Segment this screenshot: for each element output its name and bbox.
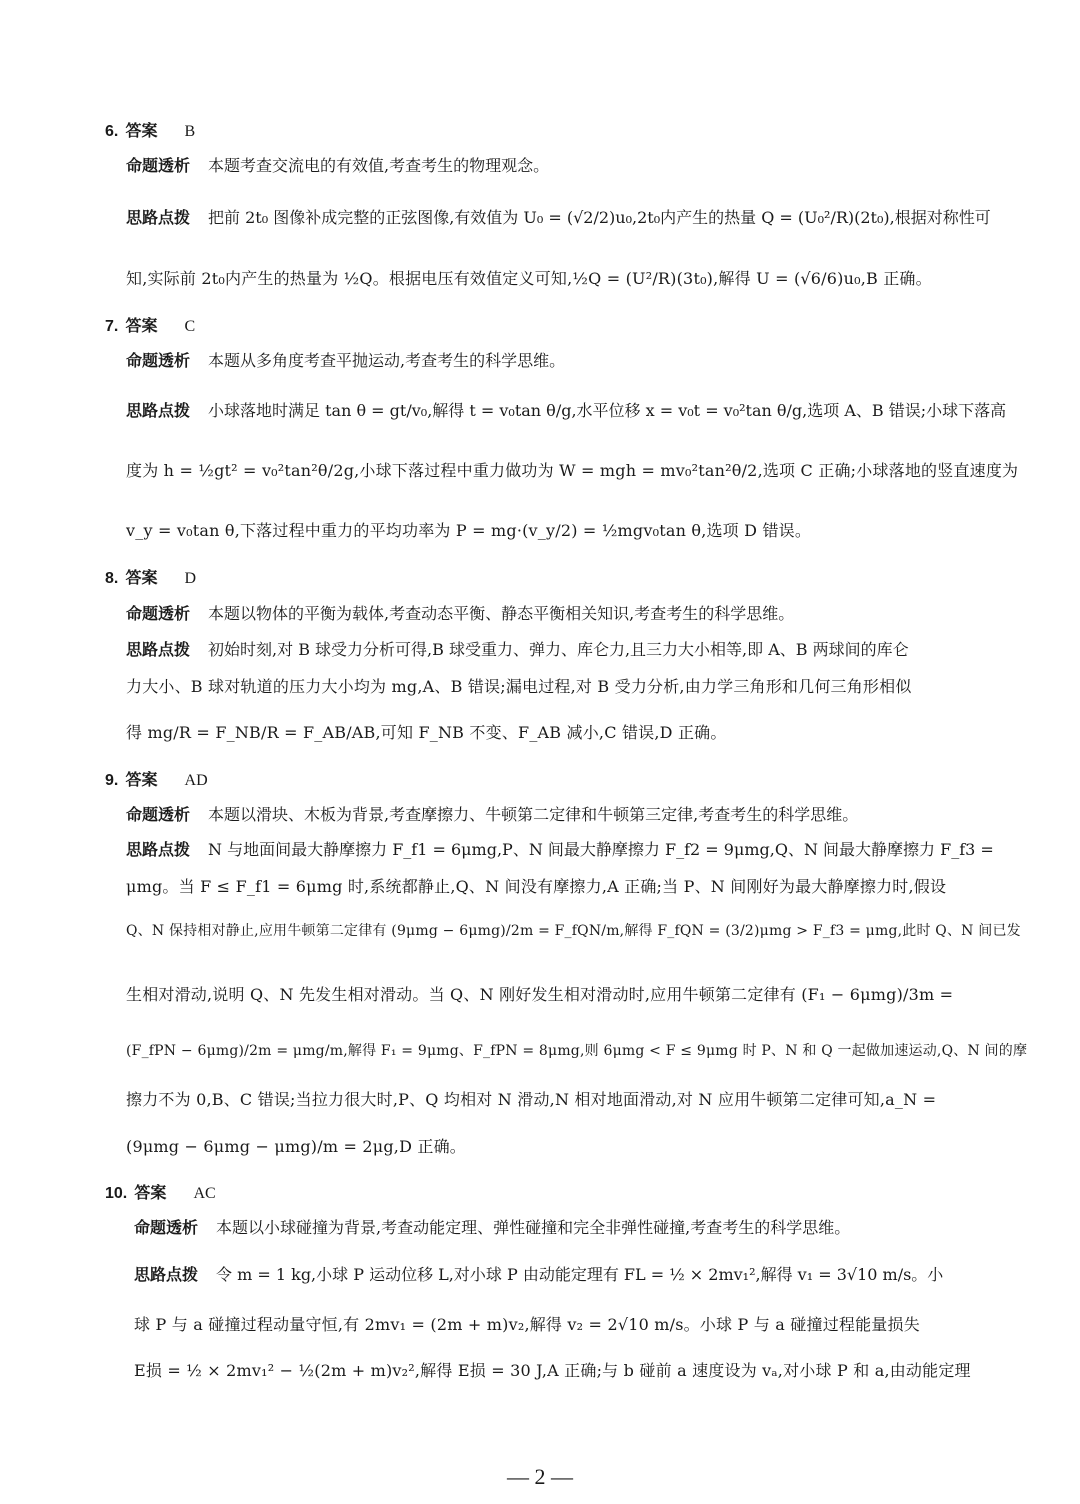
hint-label: 思路点拨 xyxy=(126,840,191,859)
answer-label: 答案 xyxy=(125,121,158,140)
answer-value: B xyxy=(184,123,196,140)
hint-line: 擦力不为 0,B、C 错误;当拉力很大时,P、Q 均相对 N 滑动,N 相对地面滑动,对 N 应用牛顿第二定律可知,a_N = xyxy=(126,1090,937,1109)
answer-value: AD xyxy=(184,772,208,789)
hint-line: 力大小、B 球对轨道的压力大小均为 mg,A、B 错误;漏电过程,对 B 受力分析,由力学三角形和几何三角形相似 xyxy=(126,677,912,696)
hint-label: 思路点拨 xyxy=(126,208,191,227)
hint-row xyxy=(126,637,909,660)
analysis-row xyxy=(126,601,794,624)
analysis-label: 命题透析 xyxy=(126,351,191,370)
analysis-text: 本题以滑块、木板为背景,考查摩擦力、牛顿第二定律和牛顿第三定律,考查考生的科学思维。 xyxy=(208,805,859,824)
analysis-row xyxy=(134,1215,850,1238)
question-number: 9. xyxy=(105,772,119,789)
hint-row xyxy=(126,398,1006,421)
analysis-text: 本题以小球碰撞为背景,考查动能定理、弹性碰撞和完全非弹性碰撞,考查考生的科学思维。 xyxy=(216,1218,851,1237)
answer-value: D xyxy=(184,570,197,587)
analysis-label: 命题透析 xyxy=(126,604,191,623)
analysis-row xyxy=(126,348,565,371)
question-number: 6. xyxy=(105,123,119,140)
answer-label: 答案 xyxy=(134,1183,167,1202)
question-number: 8. xyxy=(105,570,119,587)
answer-value: AC xyxy=(193,1185,216,1202)
hint-line: (9μmg − 6μmg − μmg)/m = 2μg,D 正确。 xyxy=(126,1137,466,1156)
answer-line xyxy=(105,1180,216,1203)
hint-label: 思路点拨 xyxy=(126,401,191,420)
hint-line: μmg。当 F ≤ F_f1 = 6μmg 时,系统都静止,Q、N 间没有摩擦力,A 正确;当 P、N 间刚好为最大静摩擦力时,假设 xyxy=(126,877,947,896)
answer-label: 答案 xyxy=(125,316,158,335)
hint-line: 小球落地时满足 tan θ = gt/v₀,解得 t = v₀tan θ/g,水平位移 x = v₀t = v₀²tan θ/g,选项 A、B 错误;小球下落高 xyxy=(208,401,1007,420)
answer-line xyxy=(105,313,195,336)
hint-line: 球 P 与 a 碰撞过程动量守恒,有 2mv₁ = (2m + m)v₂,解得 v₂ = 2√10 m/s。小球 P 与 a 碰撞过程能量损失 xyxy=(134,1315,920,1334)
hint-line: 令 m = 1 kg,小球 P 运动位移 L,对小球 P 由动能定理有 FL = ½ × 2mv₁²,解得 v₁ = 3√10 m/s。小 xyxy=(216,1265,944,1284)
answer-line xyxy=(105,565,196,588)
hint-label: 思路点拨 xyxy=(134,1265,199,1284)
analysis-row xyxy=(126,153,549,176)
hint-line: 初始时刻,对 B 球受力分析可得,B 球受重力、弹力、库仑力,且三力大小相等,即 A、B 两球间的库仑 xyxy=(208,640,909,659)
answer-label: 答案 xyxy=(125,568,158,587)
analysis-text: 本题从多角度考查平抛运动,考查考生的科学思维。 xyxy=(208,351,566,370)
hint-line: 知,实际前 2t₀内产生的热量为 ½Q。根据电压有效值定义可知,½Q = (U²/R)(3t₀),解得 U = (√6/6)u₀,B 正确。 xyxy=(126,269,932,288)
hint-line: 得 mg/R = F_NB/R = F_AB/AB,可知 F_NB 不变、F_AB 减小,C 错误,D 正确。 xyxy=(126,723,727,742)
answer-line xyxy=(105,767,208,790)
hint-line: E损 = ½ × 2mv₁² − ½(2m + m)v₂²,解得 E损 = 30 J,A 正确;与 b 碰前 a 速度设为 vₐ,对小球 P 和 a,由动能定理 xyxy=(134,1361,971,1380)
page-number: — 2 — xyxy=(507,1464,573,1489)
hint-line: 把前 2t₀ 图像补成完整的正弦图像,有效值为 U₀ = (√2/2)u₀,2t₀内产生的热量 Q = (U₀²/R)(2t₀),根据对称性可 xyxy=(208,208,991,227)
hint-row xyxy=(134,1262,943,1285)
answer-line xyxy=(105,118,195,141)
hint-line: 度为 h = ½gt² = v₀²tan²θ/2g,小球下落过程中重力做功为 W = mgh = mv₀²tan²θ/2,选项 C 正确;小球落地的竖直速度为 xyxy=(126,461,1019,480)
hint-line: Q、N 保持相对静止,应用牛顿第二定律有 (9μmg − 6μmg)/2m = F_fQN/m,解得 F_fQN = (3/2)μmg > F_f3 = μmg,此时 Q、N 间已发 xyxy=(126,923,1021,939)
question-number: 10. xyxy=(105,1185,128,1202)
analysis-label: 命题透析 xyxy=(134,1218,199,1237)
question-number: 7. xyxy=(105,318,119,335)
hint-line: (F_fPN − 6μmg)/2m = μmg/m,解得 F₁ = 9μmg、F_fPN = 8μmg,则 6μmg < F ≤ 9μmg 时 P、N 和 Q 一起做加速运动,Q、N 间的摩 xyxy=(126,1043,1028,1059)
analysis-label: 命题透析 xyxy=(126,156,191,175)
analysis-label: 命题透析 xyxy=(126,805,191,824)
hint-row xyxy=(126,837,994,860)
answer-label: 答案 xyxy=(125,770,158,789)
hint-label: 思路点拨 xyxy=(126,640,191,659)
analysis-text: 本题以物体的平衡为载体,考查动态平衡、静态平衡相关知识,考查考生的科学思维。 xyxy=(208,604,795,623)
hint-line: N 与地面间最大静摩擦力 F_f1 = 6μmg,P、N 间最大静摩擦力 F_f2 = 9μmg,Q、N 间最大静摩擦力 F_f3 = xyxy=(208,840,994,859)
analysis-row xyxy=(126,802,858,825)
hint-row xyxy=(126,205,991,228)
hint-line: v_y = v₀tan θ,下落过程中重力的平均功率为 P = mg·(v_y/2) = ½mgv₀tan θ,选项 D 错误。 xyxy=(126,521,812,540)
analysis-text: 本题考查交流电的有效值,考查考生的物理观念。 xyxy=(208,156,550,175)
hint-line: 生相对滑动,说明 Q、N 先发生相对滑动。当 Q、N 刚好发生相对滑动时,应用牛顿第二定律有 (F₁ − 6μmg)/3m = xyxy=(126,985,954,1004)
answer-value: C xyxy=(184,318,196,335)
